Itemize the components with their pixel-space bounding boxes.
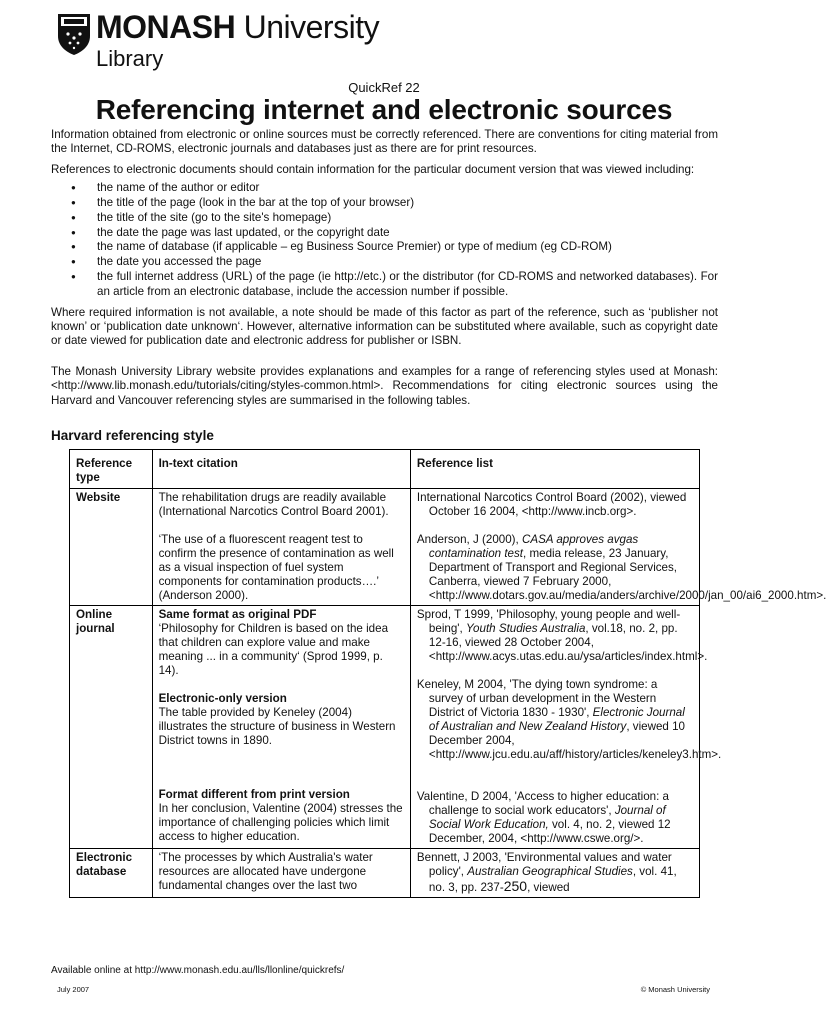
quickref-number: QuickRef 22 [348,80,420,95]
in-text-citation: Same format as original PDF ‘Philosophy for Children is based on the idea that children can explore value and make meaning ... in a community‘ (Sprod 1999, p. 14). Electronic-only version The table provided by Keneley (2004) illustrates the structure of business in Western District towns in 1890. Format different from print version In her conclusion, Valentine (2004) stresses the importance of challenging policies which limit access to higher education. [152,606,410,849]
list-item: ● the name of the author or editor [51,181,718,196]
list-item: ● the name of database (if applicable – eg Business Source Premier) or type of medium (eg CD-ROM) [51,240,718,255]
intro-paragraph-3: Where required information is not available, a note should be made of this factor as part of the reference, such as ‘publisher not known’ or ‘publication date unknown‘. However, alternative information can be substituted where available, such as copyright date or date viewed for publication date and electronic address for publisher or ISBN. [51,305,718,348]
reference-type: Electronic database [70,849,153,898]
monash-crest-icon [56,12,92,56]
in-text-citation: The rehabilitation drugs are readily available (International Narcotics Control Board 2001). ‘The use of a fluorescent reagent test to confirm the presence of contamination as well as a visual inspection of fuel system components for contamination products….’ (Anderson 2000). [152,489,410,606]
library-label: Library [96,46,164,71]
footer-date: July 2007 [57,985,90,994]
column-header: Reference type [70,450,153,489]
reference-list: Sprod, T 1999, 'Philosophy, young people and well-being', Youth Studies Australia, vol.18, no. 2, pp. 12-16, viewed 28 October 2004, <http://www.acys.utas.edu.au/ysa/articles/index.html>. Keneley, M 2004, 'The dying town syndrome: a survey of urban development in the Western District of Victoria 1830 - 1930', Electronic Journal of Australian and New Zealand History, viewed 10 December 2004, <http://www.jcu.edu.au/aff/history/articles/keneley3.htm>. Valentine, D 2004, 'Access to higher education: a challenge to social work educators', Journal of Social Work Education, vol. 4, no. 2, viewed 12 December, 2004, <http://www.cswe.org/>. [410,606,699,849]
table-row [70,849,700,898]
university-name: MONASH University [96,9,380,45]
intro-paragraph-4: The Monash University Library website provides explanations and examples for a range of referencing styles used at Monash: <http://www.lib.monash.edu/tutorials/citing/styles-common.html>. Recommendations for citing electronic sources using the Harvard and Vancouver referencing styles are summarised in the following tables. [51,364,718,407]
intro-paragraph-1: Information obtained from electronic or online sources must be correctly referenced. There are conventions for citing material from the Internet, CD-ROMS, electronic journals and databases just as there are for print resources. [51,128,718,156]
reference-type: Website [70,489,153,606]
reference-elements-list [51,181,718,299]
harvard-table [69,449,826,898]
table-header-row [70,450,700,489]
column-header: In-text citation [152,450,410,489]
table-row [70,489,700,606]
footer-copyright: © Monash University [640,985,710,994]
list-item: ● the full internet address (URL) of the page (ie http://etc.) or the distributor (for CD-ROMS and networked databases). For an article from an electronic database, include the accession number if possible. [51,270,718,300]
reference-type: Online journal [70,606,153,849]
section-heading: Harvard referencing style [51,428,214,443]
intro-content [51,128,718,414]
list-item: ● the title of the page (look in the bar at the top of your browser) [51,196,718,211]
in-text-citation: ‘The processes by which Australia's water resources are allocated have undergone fundamental changes over the last two [152,849,410,898]
footer-url: Available online at http://www.monash.edu.au/lls/llonline/quickrefs/ [51,965,345,976]
reference-list: Bennett, J 2003, 'Environmental values and water policy', Australian Geographical Studies, vol. 41, no. 3, pp. 237-250, viewed [410,849,699,898]
page-title: Referencing internet and electronic sources [95,94,673,125]
list-item: ● the title of the site (go to the site's homepage) [51,211,718,226]
brand [96,10,379,72]
table-row [70,606,700,849]
list-item: ● the date the page was last updated, or the copyright date [51,226,718,241]
reference-list: International Narcotics Control Board (2002), viewed October 16 2004, <http://www.incb.org>. Anderson, J (2000), CASA approves avgas contamination test, media release, 23 January, Department of Transport and Regional Services, Canberra, viewed 7 February 2000, <http://www.dotars.gov.au/media/anders/archive/2000/jan_00/ai6_2000.htm>. [410,489,699,606]
column-header: Reference list [410,450,699,489]
intro-paragraph-2: References to electronic documents should contain information for the particular document version that was viewed including: [51,162,695,176]
list-item: ● the date you accessed the page [51,255,718,270]
